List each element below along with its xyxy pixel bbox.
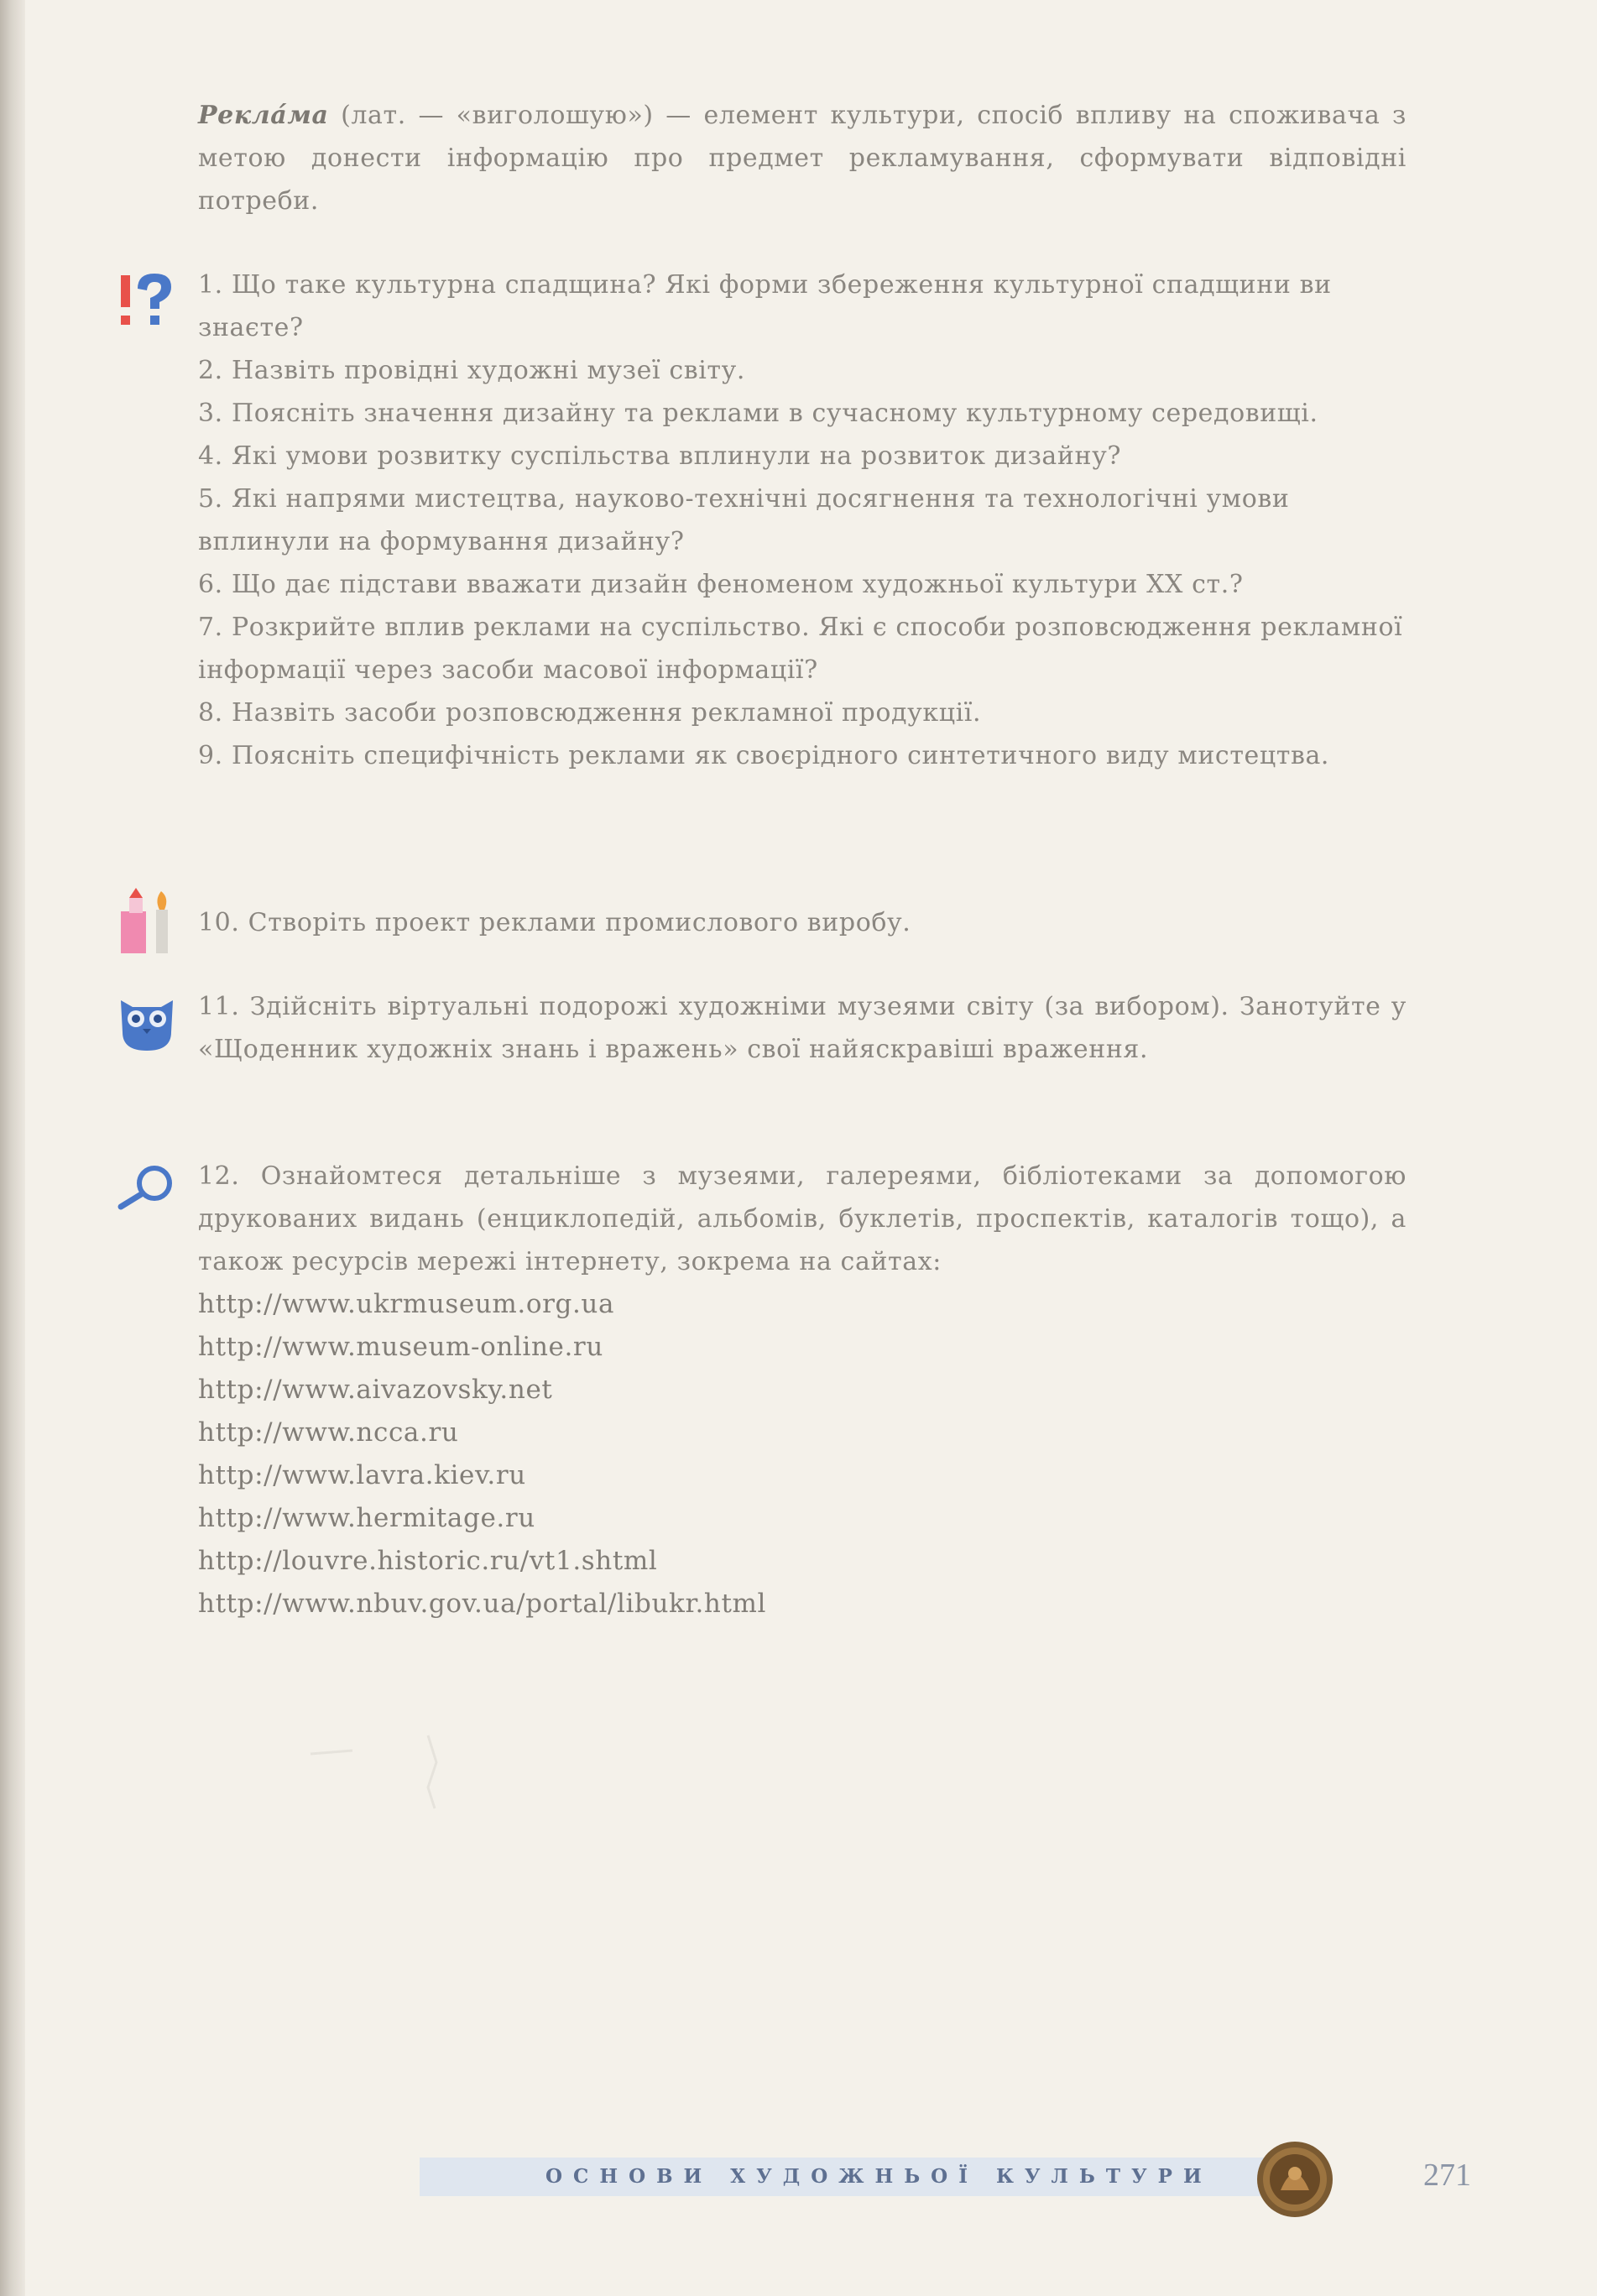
question-item: 3. Поясніть значення дизайну та реклами в сучасному культурному середовищі.	[198, 399, 1318, 428]
resource-link[interactable]: http://www.aivazovsky.net	[198, 1375, 553, 1405]
question-item: 6. Що дає підстави вважати дизайн феноменом художньої культури ХХ ст.?	[198, 570, 1244, 599]
resource-link[interactable]: http://www.ukrmuseum.org.ua	[198, 1289, 615, 1319]
definition-term: Рекла́ма	[198, 101, 329, 130]
footer-emblem-icon	[1255, 2140, 1334, 2219]
pencil-brush-icon	[117, 888, 185, 963]
question-item: 5. Які напрями мистецтва, науково-технічні досягнення та технологічні умови вплинули на формування дизайну?	[198, 484, 1290, 556]
question-item: 1. Що таке культурна спадщина? Які форми збереження культурної спадщини ви знаєте?	[198, 270, 1332, 342]
question-item: 8. Назвіть засоби розповсюдження рекламної продукції.	[198, 698, 982, 728]
page-spine-shadow	[0, 0, 25, 2296]
definition-block	[198, 94, 1407, 222]
scan-smudge	[302, 1729, 453, 1813]
question-item: 2. Назвіть провідні художні музеї світу.	[198, 356, 745, 385]
task-research-text: 12. Ознайомтеся детальніше з музеями, галереями, бібліотеками за допомогою друкованих видань (енциклопедій, альбомів, буклетів, проспектів, каталогів тощо), а також ресурсів мережі інтернету, зокрема на сайтах:	[198, 1161, 1407, 1276]
magnifier-icon	[116, 1161, 183, 1212]
task-research-block	[198, 1155, 1407, 1625]
page-number: 271	[1423, 2158, 1471, 2193]
questions-list	[198, 264, 1407, 777]
exclamation-question-icon	[117, 270, 185, 337]
links-list	[198, 1283, 1407, 1625]
definition-text: (лат. — «виголошую») — елемент культури, спосіб впливу на споживача з метою донести інформацію про предмет рекламування, сформувати відповідні потреби.	[198, 101, 1407, 216]
resource-link[interactable]: http://louvre.historic.ru/vt1.shtml	[198, 1546, 658, 1576]
resource-link[interactable]: http://www.hermitage.ru	[198, 1503, 535, 1533]
task-virtual-text: 11. Здійсніть віртуальні подорожі художніми музеями світу (за вибором). Занотуйте у «Щоденник художніх знань і вражень» свої найяскравіші враження.	[198, 992, 1407, 1064]
task-virtual-block	[198, 985, 1407, 1071]
question-item: 7. Розкрийте вплив реклами на суспільство. Які є способи розповсюдження рекламної інформації через засоби масової інформації?	[198, 613, 1403, 685]
question-item: 9. Поясніть специфічність реклами як своєрідного синтетичного виду мистецтва.	[198, 741, 1330, 770]
owl-icon	[117, 995, 176, 1054]
resource-link[interactable]: http://www.nbuv.gov.ua/portal/libukr.html	[198, 1589, 767, 1619]
resource-link[interactable]: http://www.ncca.ru	[198, 1417, 459, 1448]
task-create-block	[198, 901, 1407, 944]
resource-link[interactable]: http://www.museum-online.ru	[198, 1332, 603, 1362]
resource-link[interactable]: http://www.lavra.kiev.ru	[198, 1460, 526, 1490]
definition-paragraph	[198, 94, 1407, 222]
footer-title: ОСНОВИ ХУДОЖНЬОЇ КУЛЬТУРИ	[545, 2165, 1213, 2188]
question-item: 4. Які умови розвитку суспільства вплинули на розвиток дизайну?	[198, 441, 1122, 471]
task-create-text: 10. Створіть проект реклами промислового виробу.	[198, 908, 911, 937]
